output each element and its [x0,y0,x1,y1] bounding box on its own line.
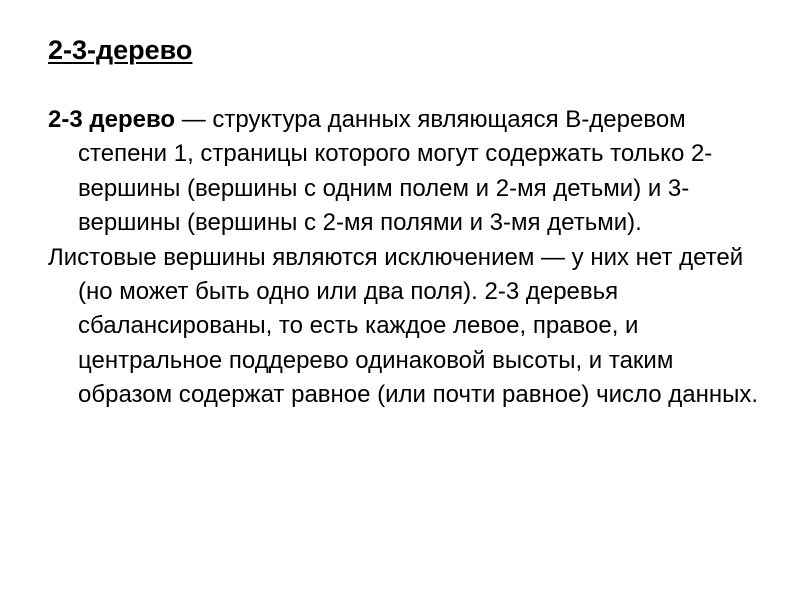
slide-title: 2-3-дерево [48,35,193,65]
slide-body [48,103,760,413]
leaf-nodes-text: Листовые вершины являются исключением — у них нет детей (но может быть одно или два поля). 2-3 деревья сбалансированы, то есть каждое левое, правое, и центральное поддерево одинаковой высоты, и таким образом содержат равное (или почти равное) число данных. [48,243,759,409]
definition-paragraph [48,103,760,241]
leaf-nodes-paragraph [48,241,760,413]
definition-text: — структура данных являющаяся B-деревом степени 1, страницы которого могут содержать только 2-вершины (вершины с одним полем и 2-мя детьми) и 3-вершины (вершины с 2-мя полями и 3-мя детьми). [78,106,713,237]
term-2-3-tree: 2-3 дерево [48,106,176,133]
